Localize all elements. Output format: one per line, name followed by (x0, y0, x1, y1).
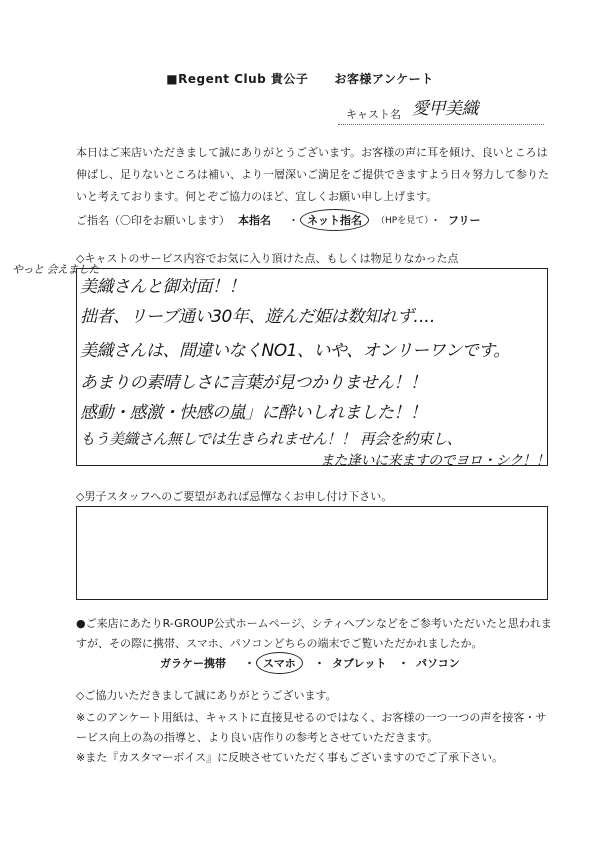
club-name: ■Regent Club 貴公子 (166, 72, 309, 86)
cast-name-label: キャスト名 (346, 108, 401, 121)
comment-line-4: あまりの素晴しさに言葉が見つかりません！！ (80, 373, 427, 393)
comment-line-5: 感動・感激・快感の嵐」に酔いしれました！！ (80, 403, 427, 423)
footer-notes (76, 708, 556, 768)
staff-comment-box (76, 506, 548, 600)
nomination-separator-1: ・ (288, 214, 299, 227)
footer-note-1: ※このアンケート用紙は、キャストに直接見せるのではなく、お客様の一つ一つの声を接客・サービス向上の為の指導と、より良い店作りの参考とさせていただきます。 (76, 711, 547, 744)
nomination-option-free: フリー (448, 214, 481, 227)
nomination-option-regular: 本指名 (238, 214, 271, 227)
comment-line-1: 美織さんと御対面！！ (80, 277, 245, 297)
comment-line-7: また逢いに来ますのでヨロ・シク！！ (320, 453, 550, 469)
comment-line-6: もう美織さん無しでは生きられません！！ 再会を約束し、 (80, 430, 462, 448)
nomination-prompt: ご指名（〇印をお願いします） (76, 214, 230, 227)
staff-section-title: ◇男子スタッフへのご要望があれば忌憚なくお申し付け下さい。 (76, 490, 393, 503)
nomination-option-net-note: （HPを見て） (376, 216, 434, 226)
cast-name-handwritten: 愛甲美織 (412, 99, 478, 119)
intro-paragraph: 本日はご来店いただきまして誠にありがとうございます。お客様の声に耳を傾け、良いところは伸ばし、足りないところは補い、より一層深いご満足をご提供できますよう日々努力して参りたいと考えております。何とぞご協力のほど、宜しくお願い申し上げます。 (76, 146, 549, 203)
device-option-feature-phone: ガラケー携帯 (160, 657, 226, 670)
device-option-smartphone-circled: スマホ (256, 652, 303, 674)
side-note-handwritten: やっと 会えました (12, 263, 99, 276)
device-option-pc: パソコン (416, 657, 460, 670)
cast-name-underline (338, 124, 544, 125)
device-options-row (76, 655, 556, 673)
device-option-tablet: タブレット (332, 657, 387, 670)
rgroup-question: ●ご来店にあたりR-GROUP公式ホームページ、シティヘブンなどをご参考いただいたと思われますが、その際に携帯、スマホ、パソコンどちらの端末でご覧いただかれましたか。 (76, 617, 552, 650)
thanks-text: ◇ご協力いただきまして誠にありがとうございます。 (76, 689, 337, 702)
footer-note-2: ※また『カスタマーボイス』に反映させていただく事もございますのでご了承下さい。 (76, 751, 504, 764)
nomination-row (76, 212, 546, 232)
device-separator-1: ・ (244, 657, 255, 670)
device-separator-3: ・ (398, 657, 409, 670)
nomination-separator-2: ・ (430, 214, 441, 227)
comment-line-3: 美織さんは、間違いなくNO1、いや、オンリーワンです。 (80, 341, 510, 361)
form-title: お客様アンケート (334, 72, 434, 86)
form-header (0, 70, 600, 87)
nomination-option-net-circled: ネット指名 (300, 209, 369, 231)
comment-line-2: 拙者、リーブ通い30年、遊んだ姫は数知れず‥‥ (80, 307, 435, 327)
service-section-title: ◇キャストのサービス内容でお気に入り頂けた点、もしくは物足りなかった点 (76, 252, 459, 265)
device-separator-2: ・ (314, 657, 325, 670)
